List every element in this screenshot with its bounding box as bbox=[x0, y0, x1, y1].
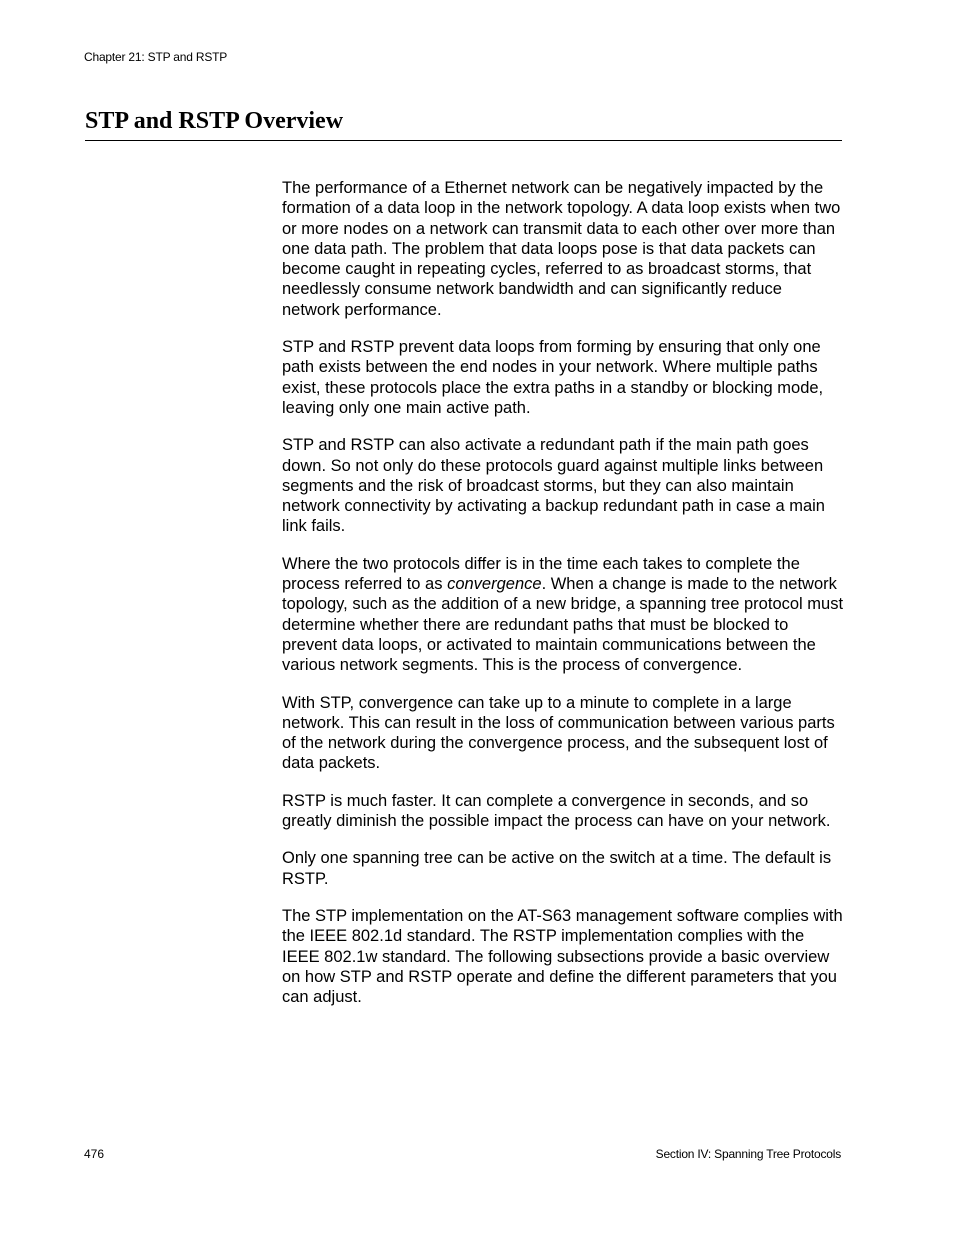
title-rule bbox=[85, 140, 842, 141]
paragraph-standards: The STP implementation on the AT-S63 management software complies with the IEEE 802.1d standard. The RSTP implementation complies with the IEEE 802.1w standard. The following subsections provide a basic overview on how STP and RSTP operate and define the different parameters that you can adjust. bbox=[282, 906, 843, 1007]
running-footer-section: Section IV: Spanning Tree Protocols bbox=[655, 1147, 841, 1161]
paragraph-redundant-path: STP and RSTP can also activate a redundant path if the main path goes down. So not only do these protocols guard against multiple links between segments and the risk of broadcast storms, but they can also maintain network connectivity by activating a backup redundant path in case a main link fails. bbox=[282, 436, 825, 536]
paragraph-stp-convergence: With STP, convergence can take up to a minute to complete in a large network. This can result in the loss of communication between various parts of the network during the convergence process, and the subsequent lost of data packets. bbox=[282, 693, 835, 773]
paragraph-rstp-faster: RSTP is much faster. It can complete a convergence in seconds, and so greatly diminish the possible impact the process can have on your network. bbox=[282, 791, 831, 831]
paragraph-convergence-after: . When a change is made to the network topology, such as the addition of a new bridge, a spanning tree protocol must determine whether there are redundant paths that must be blocked to prevent data loops, or activated to maintain communications between the various network segments. This is the process of convergence. bbox=[282, 575, 844, 675]
paragraph-data-loops: The performance of a Ethernet network can be negatively impacted by the formation of a data loop in the network topology. A data loop exists when two or more nodes on a network can transmit data to each other over more than one data path. The problem that data loops pose is that data packets can become caught in repeating cycles, referred to as broadcast storms, that needlessly consume network bandwidth and can significantly reduce network performance. bbox=[282, 179, 841, 319]
paragraph-default-rstp: Only one spanning tree can be active on the switch at a time. The default is RSTP. bbox=[282, 849, 832, 888]
running-header: Chapter 21: STP and RSTP bbox=[84, 50, 228, 64]
page-number: 476 bbox=[84, 1147, 105, 1161]
paragraph-convergence bbox=[282, 554, 844, 676]
body-text bbox=[282, 178, 844, 1024]
convergence-term: convergence bbox=[447, 575, 542, 594]
page-title: STP and RSTP Overview bbox=[85, 108, 344, 134]
paragraph-prevent-loops: STP and RSTP prevent data loops from forming by ensuring that only one path exists between the end nodes in your network. Where multiple paths exist, these protocols place the extra paths in a standby or blocking mode, leaving only one main active path. bbox=[282, 338, 824, 417]
paragraph-convergence-before: Where the two protocols differ is in the time each takes to complete the process referred to as bbox=[282, 554, 800, 594]
